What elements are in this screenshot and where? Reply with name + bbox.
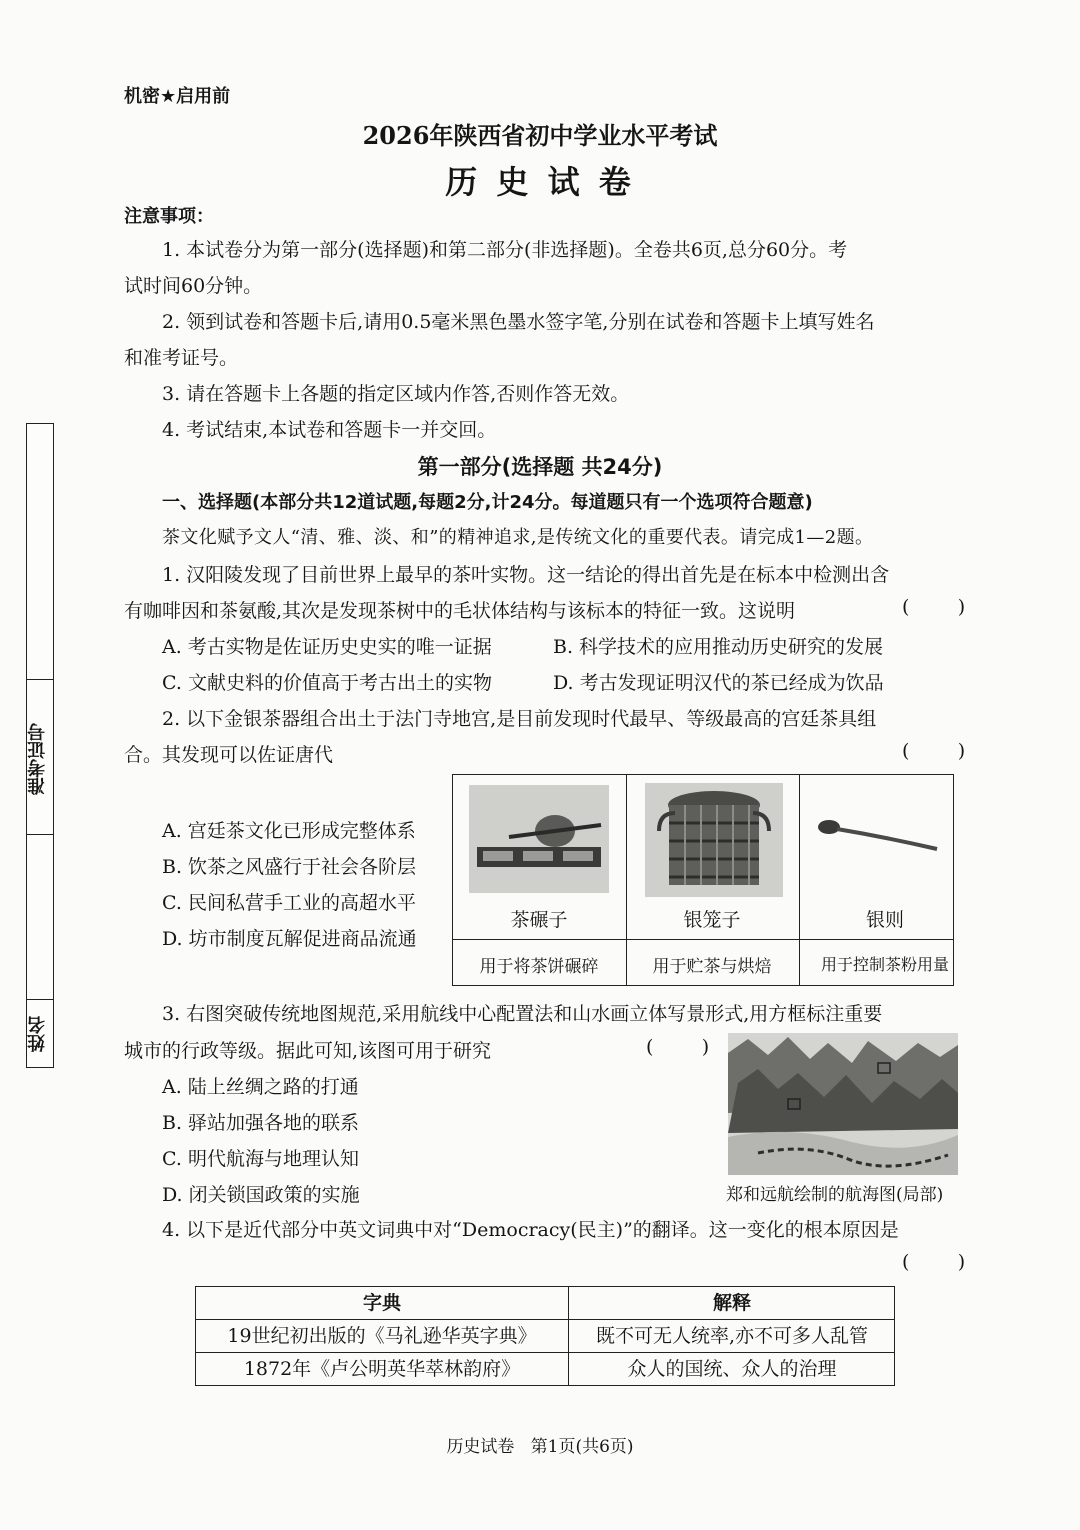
q2-option-b: B. 饮茶之风盛行于社会各阶层 [162, 856, 417, 878]
q1-stem: 1. 汉阳陵发现了目前世界上最早的茶叶实物。这一结论的得出首先是在标本中检测出含 [162, 564, 890, 586]
q3-stem-cont: 城市的行政等级。据此可知,该图可用于研究 [124, 1040, 492, 1062]
silver-spoon-use: 用于控制茶粉用量 [820, 955, 949, 974]
section-heading: 一、选择题(本部分共12道试题,每题2分,计24分。每道题只有一个选项符合题意) [162, 492, 813, 513]
q1-option-c: C. 文献史料的价值高于考古出土的实物 [162, 672, 492, 694]
q3-option-b: B. 驿站加强各地的联系 [162, 1112, 360, 1134]
q4-answer-paren: ( ) [902, 1251, 966, 1273]
q2-stem-cont: 合。其发现可以佐证唐代 [124, 744, 334, 766]
silver-cage-photo [645, 783, 783, 897]
tea-intro: 茶文化赋予文人“清、雅、淡、和”的精神追求,是传统文化的重要代表。请完成1—2题。 [162, 527, 874, 548]
q4-stem: 4. 以下是近代部分中英文词典中对“Democracy(民主)”的翻译。这一变化的根本原因是 [162, 1219, 899, 1241]
tea-grinder-name: 茶碾子 [510, 909, 568, 931]
part1-title: 第一部分(选择题 共24分) [417, 455, 663, 479]
notice-item-2: 2. 领到试卷和答题卡后,请用0.5毫米黑色墨水签字笔,分别在试卷和答题卡上填写姓名 [162, 311, 875, 333]
q2-option-c: C. 民间私营手工业的高超水平 [162, 892, 416, 914]
notice-heading: 注意事项： [124, 206, 214, 227]
map-caption: 郑和远航绘制的航海图(局部) [726, 1185, 944, 1205]
notice-item-2-cont: 和准考证号。 [124, 347, 239, 369]
notice-item-4: 4. 考试结束,本试卷和答题卡一并交回。 [162, 419, 497, 441]
q3-option-a: A. 陆上丝绸之路的打通 [162, 1076, 359, 1098]
q3-stem: 3. 右图突破传统地图规范,采用航线中心配置法和山水画立体写景形式,用方框标注重要 [162, 1003, 883, 1025]
silver-cage-name: 银笼子 [683, 909, 741, 931]
tea-grinder-use: 用于将茶饼碾碎 [479, 957, 599, 977]
navigation-map-image [728, 1033, 958, 1175]
q2-stem: 2. 以下金银茶器组合出土于法门寺地宫,是目前发现时代最早、等级最高的宫廷茶具组 [162, 708, 877, 730]
notice-item-1: 1. 本试卷分为第一部分(选择题)和第二部分(非选择题)。全卷共6页,总分60分。考 [162, 239, 848, 261]
table-cell: 既不可无人统率,亦不可多人乱管 [595, 1325, 869, 1347]
q3-option-c: C. 明代航海与地理认知 [162, 1148, 359, 1170]
q2-option-d: D. 坊市制度瓦解促进商品流通 [162, 928, 417, 950]
silver-cage-use: 用于贮茶与烘焙 [652, 957, 772, 977]
paper-title: 历 史 试 卷 [445, 163, 635, 201]
page-footer: 历史试卷 第1页(共6页) [446, 1437, 634, 1457]
tea-grinder-photo [469, 785, 609, 893]
confidential-mark: 机密★启用前 [124, 86, 231, 107]
silver-spoon-photo [815, 815, 941, 855]
notice-item-3: 3. 请在答题卡上各题的指定区域内作答,否则作答无效。 [162, 383, 630, 405]
name-label: 姓名 [27, 1016, 48, 1052]
notice-item-1-cont: 试时间60分钟。 [124, 275, 263, 297]
table-header-dictionary: 字典 [362, 1292, 401, 1314]
q1-option-d: D. 考古发现证明汉代的茶已经成为饮品 [553, 672, 884, 694]
tea-utensils-figure [452, 774, 954, 986]
exam-title: 2026年陕西省初中学业水平考试 [362, 121, 718, 150]
exam-number-label: 准考证号 [27, 723, 48, 795]
table-cell: 19世纪初出版的《马礼逊华英字典》 [227, 1325, 537, 1347]
q1-answer-paren: ( ) [902, 596, 966, 618]
silver-spoon-name: 银则 [865, 909, 904, 931]
q3-option-d: D. 闭关锁国政策的实施 [162, 1184, 360, 1206]
table-cell: 1872年《卢公明英华萃林韵府》 [243, 1358, 521, 1380]
q1-stem-cont: 有咖啡因和茶氨酸,其次是发现茶树中的毛状体结构与该标本的特征一致。这说明 [124, 600, 796, 622]
dictionary-table [195, 1286, 895, 1386]
q3-answer-paren: ( ) [646, 1036, 710, 1058]
q1-option-a: A. 考古实物是佐证历史史实的唯一证据 [162, 636, 492, 658]
table-cell: 众人的国统、众人的治理 [627, 1358, 837, 1380]
table-header-explanation: 解释 [712, 1292, 751, 1314]
q1-option-b: B. 科学技术的应用推动历史研究的发展 [553, 636, 884, 658]
q2-answer-paren: ( ) [902, 740, 966, 762]
q2-option-a: A. 宫廷茶文化已形成完整体系 [162, 820, 416, 842]
binding-strip [26, 423, 54, 1068]
